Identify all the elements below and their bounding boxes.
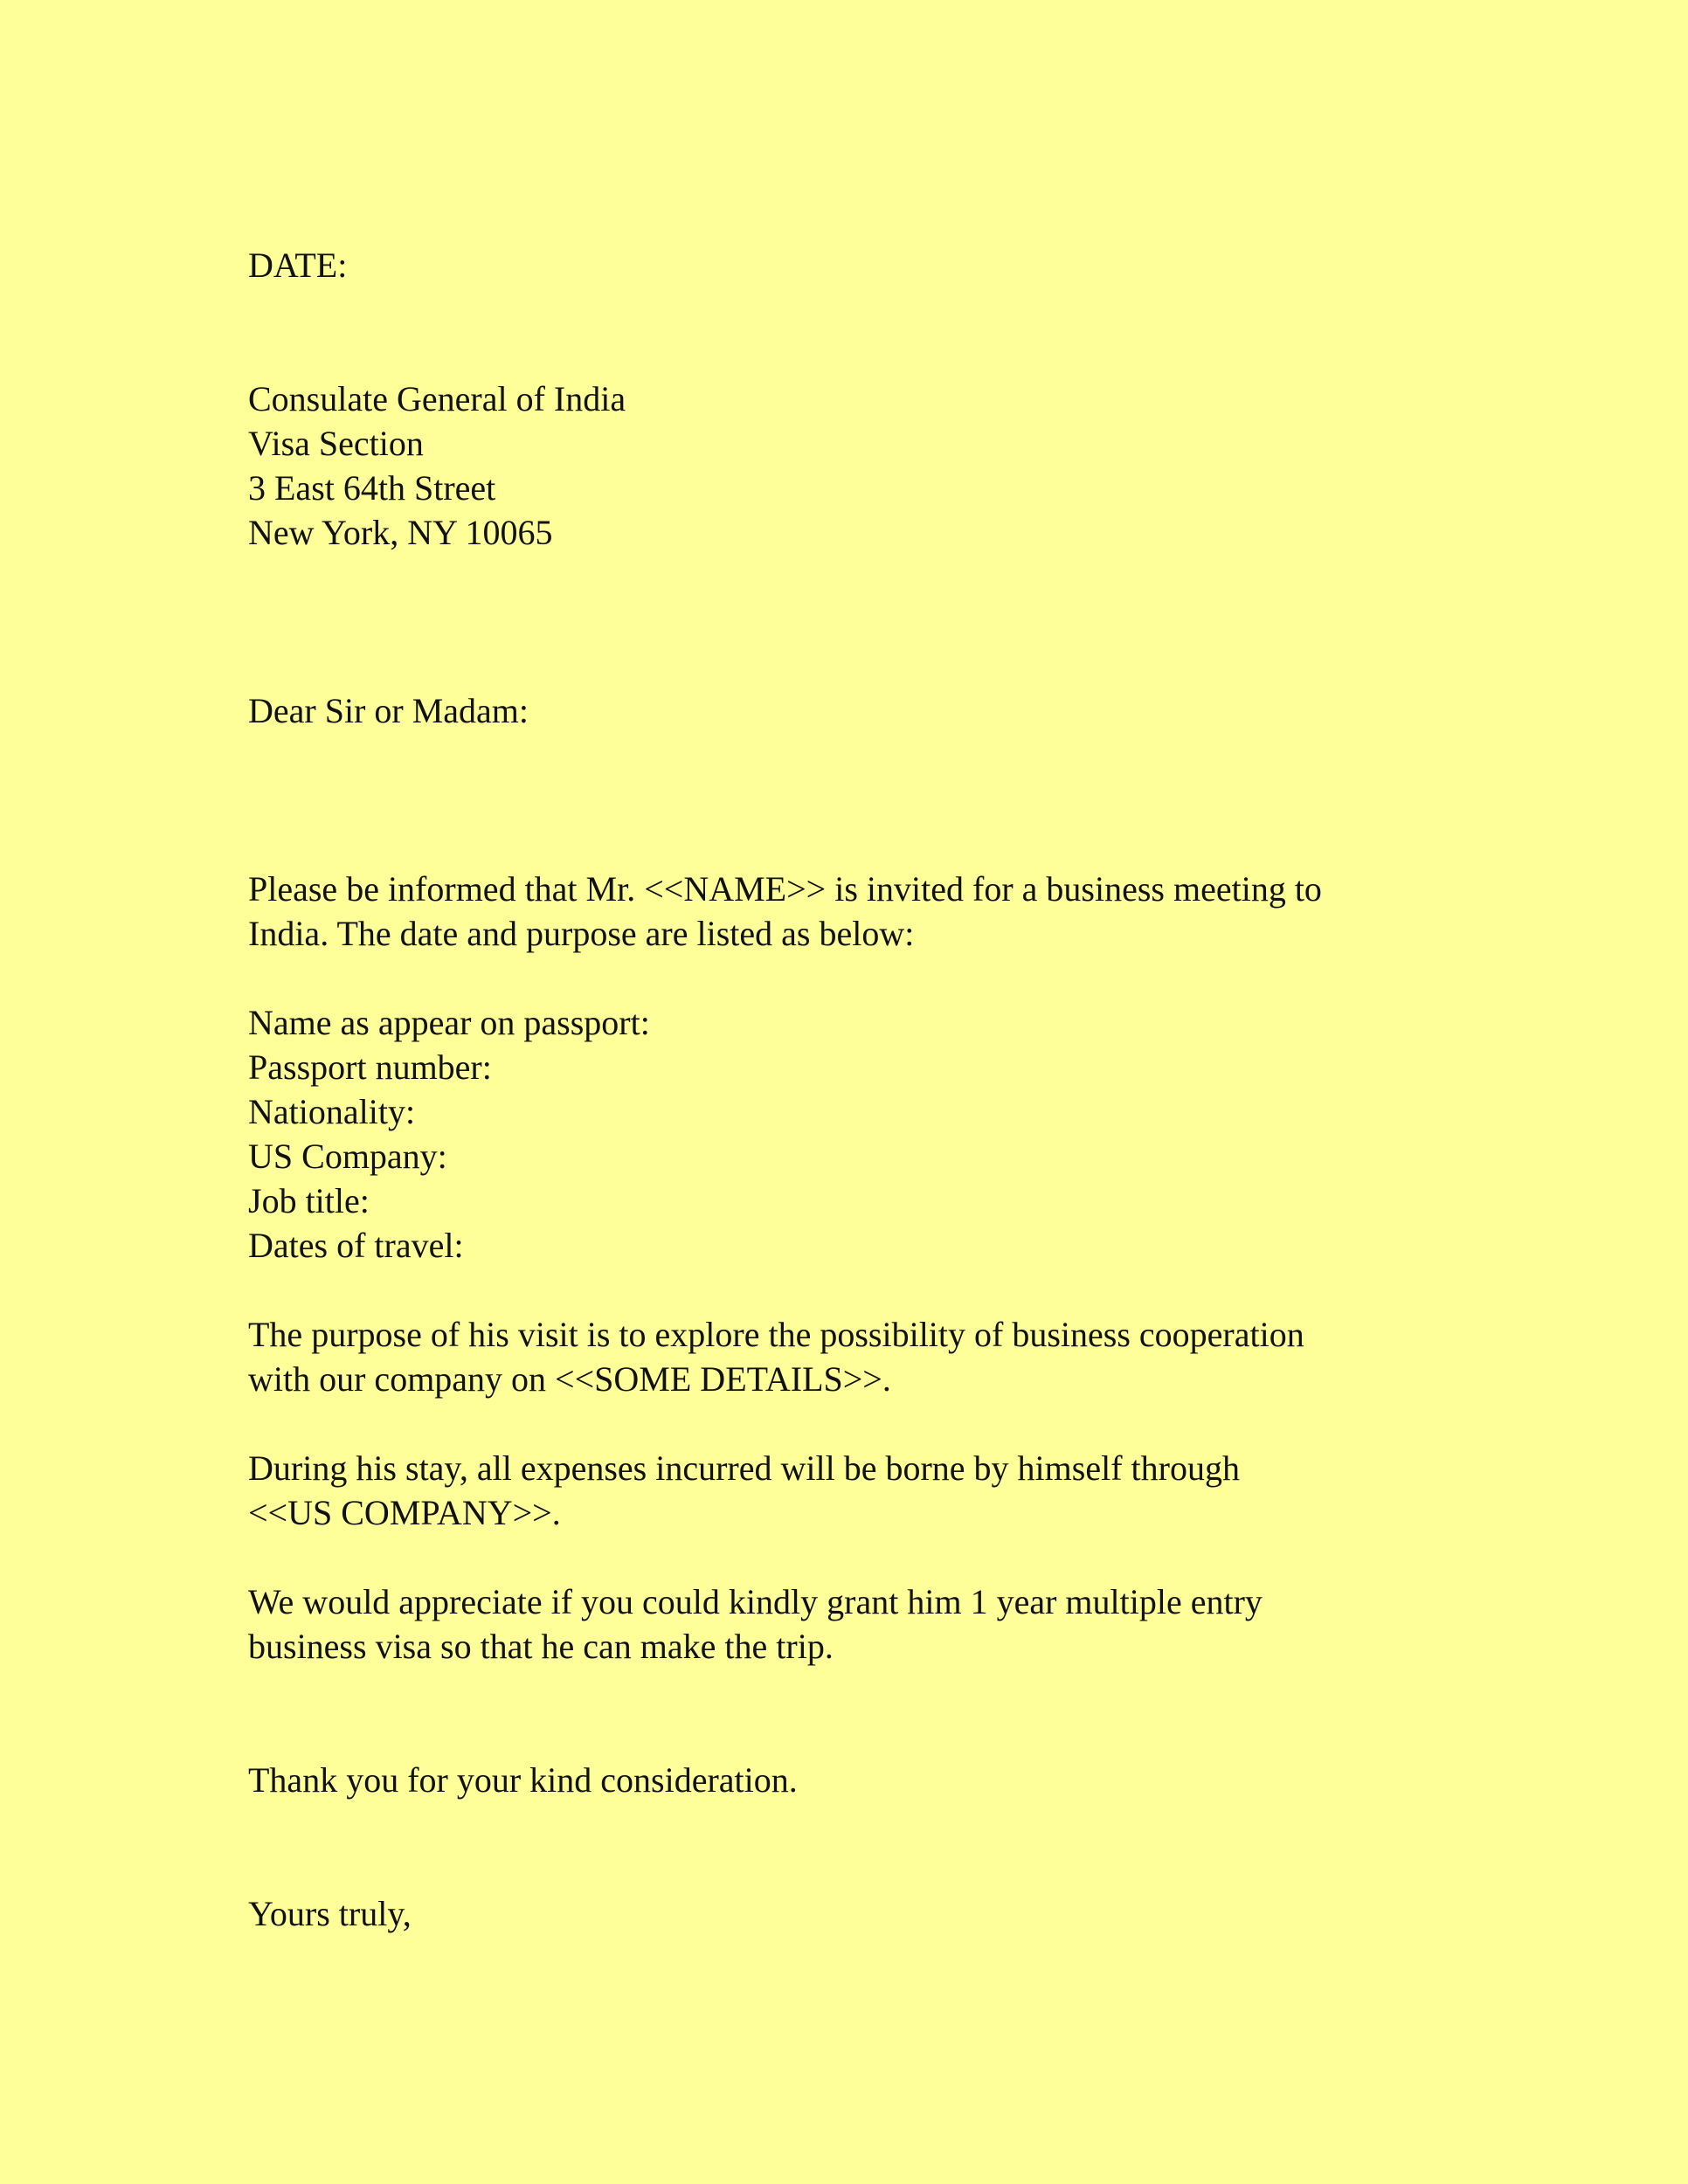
address-line: Consulate General of India <box>248 379 626 418</box>
visa-request-paragraph <box>248 1579 1489 1669</box>
date-label: DATE: <box>248 245 348 285</box>
field-label-dates-of-travel: Dates of travel: <box>248 1226 464 1265</box>
expenses-line: During his stay, all expenses incurred will be borne by himself through <box>248 1448 1240 1488</box>
field-label-job-title: Job title: <box>248 1181 370 1220</box>
closing-line: Yours truly, <box>248 1894 412 1933</box>
purpose-line: The purpose of his visit is to explore the possibility of business cooperation <box>248 1315 1304 1354</box>
field-label-nationality: Nationality: <box>248 1092 416 1131</box>
address-line: New York, NY 10065 <box>248 513 553 552</box>
traveler-details-list <box>248 1000 1489 1268</box>
purpose-line: with our company on <<SOME DETAILS>>. <box>248 1359 891 1399</box>
field-label-passport-name: Name as appear on passport: <box>248 1003 650 1042</box>
letter-body <box>248 243 1489 1936</box>
recipient-address <box>248 377 1489 555</box>
salutation: Dear Sir or Madam: <box>248 691 529 730</box>
request-line: We would appreciate if you could kindly grant him 1 year multiple entry <box>248 1582 1263 1621</box>
address-line: Visa Section <box>248 424 424 463</box>
request-line: business visa so that he can make the trip. <box>248 1627 834 1666</box>
purpose-paragraph <box>248 1312 1489 1401</box>
field-label-us-company: US Company: <box>248 1137 447 1176</box>
intro-line: Please be informed that Mr. <<NAME>> is invited for a business meeting to <box>248 869 1322 909</box>
expenses-line: <<US COMPANY>>. <box>248 1493 561 1532</box>
thanks-line: Thank you for your kind consideration. <box>248 1760 798 1800</box>
intro-line: India. The date and purpose are listed as below: <box>248 914 915 953</box>
field-label-passport-number: Passport number: <box>248 1047 492 1087</box>
intro-paragraph <box>248 867 1489 956</box>
expenses-paragraph <box>248 1446 1489 1535</box>
address-line: 3 East 64th Street <box>248 468 496 508</box>
